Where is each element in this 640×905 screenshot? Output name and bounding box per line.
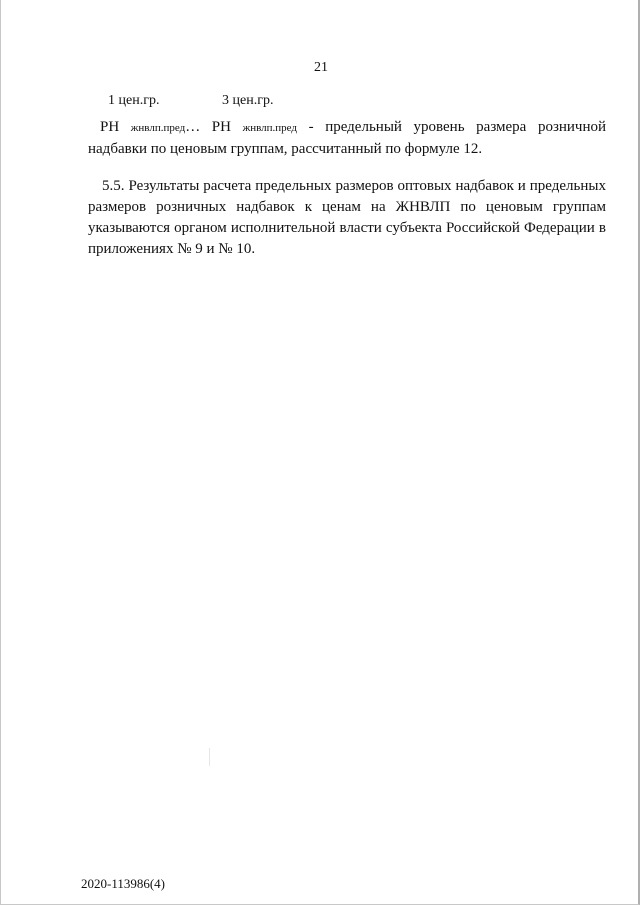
paragraph-5-5 (88, 176, 606, 260)
document-code: 2020-113986(4) (81, 876, 166, 891)
ellipsis: … (185, 119, 201, 135)
price-group-1-label: 1 цен.гр. (108, 93, 160, 108)
scan-artifact (209, 748, 210, 766)
paragraph-line: надбавки по ценовым группам, рассчитанный по формуле 12. (88, 141, 483, 157)
rn-subscript: жнвлп.пред (130, 122, 186, 134)
rn-subscript: жнвлп.пред (242, 122, 297, 134)
price-group-3-label: 3 цен.гр. (222, 93, 274, 108)
paragraph-line: приложениях № 9 и № 10. (88, 241, 256, 257)
page-number: 21 (314, 60, 328, 75)
rn-symbol: РН (100, 119, 120, 135)
paragraph-line (88, 117, 606, 139)
paragraph-retail-markup-definition (88, 117, 606, 160)
paragraph-line: 5.5. Результаты расчета предельных размеров оптовых надбавок и предельных (102, 178, 606, 194)
rn-symbol: РН (211, 119, 231, 135)
paragraph-line: указываются органом исполнительной власти субъекта Российской Федерации в (88, 220, 606, 236)
price-group-labels (108, 93, 273, 109)
definition-text: - предельный уровень размера розничной (308, 119, 607, 135)
paragraph-line: размеров розничных надбавок к ценам на ЖНВЛП по ценовым группам (88, 199, 606, 215)
